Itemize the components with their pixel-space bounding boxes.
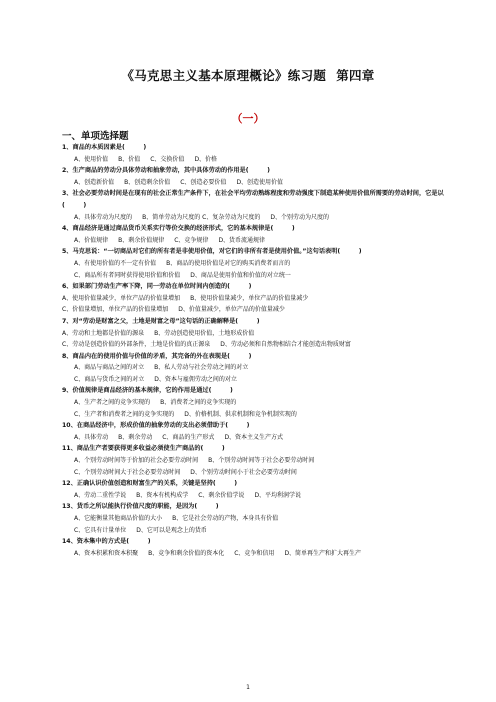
question-1: 1、商品的本质因素是( ) (62, 144, 147, 151)
option: C、创造必要价值 (180, 178, 227, 186)
option: C、劳动是创造价值的外部条件，土地是价值的真正源泉 (62, 341, 211, 349)
options-13a (62, 513, 454, 525)
document-title (0, 66, 496, 84)
question-8: 8、商品内在的使用价值与价值的矛盾，其完备的外在表现是( ) (62, 352, 252, 360)
option: C、剩余价值学说 (198, 491, 245, 499)
option: C、商品与货币之间的对立 (74, 375, 145, 383)
options-8b (62, 374, 454, 386)
question-12: 12、正确认识价值创造和财富生产的关系，关键是坚持( ) (62, 480, 238, 488)
option: B、它是社会劳动的产物，本身具有价值 (172, 515, 279, 522)
option: D、简单再生产和扩大再生产 (284, 549, 362, 557)
option: D、价格 (194, 155, 218, 163)
option: A、个别劳动时间等于价加的社会必要劳动时间 (74, 457, 199, 465)
option: A、创造新价值 (74, 178, 115, 186)
option: B、私人劳动与社会劳动之间的对立 (154, 364, 249, 372)
options-3 (62, 212, 454, 224)
option: A、资本积累和资本积聚 (74, 549, 139, 557)
option: A、商品与商品之间的对立 (74, 364, 145, 372)
options-9b (62, 409, 454, 421)
question-9: 9、价值规律是商品经济的基本规律，它的作用是通过( ) (62, 387, 233, 395)
option: B、价值 (118, 155, 141, 163)
question-6: 6、如果部门劳动生产率下降，同一劳动在单位时间内创造的( ) (62, 283, 252, 291)
option: D、资本与雇佣劳动之间的对立 (154, 375, 237, 383)
question-7: 7、对“劳动是财富之父，土地是财富之母”这句话的正确解释是( ) (62, 317, 260, 325)
options-11b (62, 467, 454, 479)
question-5: 5、马克思说：“一切商品对它们的所有者是非使用价值，对它们的非所有者是使用价值。”这句话表明( ) (62, 248, 362, 256)
option: B、消费者之间的竞争实现的 (160, 399, 237, 407)
options-2 (62, 177, 454, 189)
options-5a (62, 258, 454, 270)
option: C、价值量增加，单位产品的价值量增加 (62, 306, 169, 314)
options-13b (62, 525, 454, 537)
option: D、货币流通规律 (218, 236, 266, 244)
option: A、价值规律 (74, 236, 109, 244)
option: B、剩余劳动 (118, 433, 153, 441)
options-8a (62, 362, 454, 374)
options-1 (62, 154, 454, 166)
option: B、劳动创造使用价值，土地形成价值 (154, 329, 255, 337)
option: A、劳动和土地都是价值的源泉 (62, 329, 145, 337)
question-3: 3、社会必要劳动时间是在现有的社会正常生产条件下，在社会平均劳动熟练程度和劳动强度下制造某种使用价值所需要的劳动时间，它是以( ) (62, 190, 444, 209)
option: D、资本主义生产方式 (224, 433, 284, 441)
option: C、竞争和信用 (234, 549, 275, 557)
option: D、商品是使用价值和价值的对立统一 (190, 271, 291, 279)
option: C、商品的生产形式 (162, 433, 215, 441)
option: C、交换价值 (150, 155, 185, 163)
option: A、具体劳动 (74, 433, 109, 441)
option: D、创造使用价值 (236, 178, 284, 186)
options-14 (62, 548, 454, 560)
option: D、平均利润学说 (254, 491, 302, 499)
part-subtitle: （一） (231, 112, 265, 125)
options-5b (62, 270, 454, 282)
options-10 (62, 432, 454, 444)
page-number: 1 (246, 684, 250, 691)
section-heading: 一、单项选择题 (62, 131, 129, 142)
option: C、它具有计量单位 (74, 526, 127, 534)
question-2: 2、生产商品的劳动分具体劳动和抽象劳动，其中具体劳动的作用是( ) (62, 167, 270, 175)
question-11: 11、商品生产者要获得更多收益必须使生产商品的( ) (62, 445, 225, 453)
option: A、具体劳动为尺度的 (74, 213, 133, 221)
options-9a (62, 397, 454, 409)
option: B、剩余价值规律 (118, 236, 165, 244)
option: C、竞争规律 (174, 236, 209, 244)
option: B、使用价值量减少，单位产品的价值量减少 (190, 294, 309, 302)
option: A、使用价值 (74, 155, 109, 163)
question-13: 13、货币之所以能执行价值尺度的职能，是因为( ) (62, 503, 219, 511)
title-text: 《马克思主义基本原理概论》练习题 (121, 68, 327, 83)
options-12 (62, 490, 454, 502)
option: D、个别劳动时间小于社会必要劳动时间 (190, 468, 297, 476)
options-7a (62, 328, 454, 340)
option: A、生产者之间的竞争实现的 (74, 399, 151, 407)
question-list (62, 142, 454, 559)
option: D、个别劳动为尺度的 (270, 213, 329, 221)
option: A、它能衡量其他商品价值的大小 (74, 515, 163, 522)
option: A、使用价值量减少，单位产品的价值量增加 (62, 294, 181, 302)
option: A、有使用价值的不一定有价值 (74, 259, 157, 267)
option: D、它可以是观念上的货币 (136, 526, 207, 534)
option: D、劳动必须和自然物相结合才能创造出物质财富 (220, 341, 351, 349)
option: C、生产者和消费者之间的竞争实现的 (74, 410, 175, 418)
option: B、个别劳动时间等于社会必要劳动时间 (208, 457, 315, 465)
options-6a (62, 293, 454, 305)
question-10: 10、在商品经济中，形成价值的抽象劳动的支出必须借助于( ) (62, 422, 250, 430)
option: B、创造剩余价值 (124, 178, 171, 186)
option: B、资本有机构成学 (136, 491, 189, 499)
option: B、竞争和剩余价值的资本化 (148, 549, 225, 557)
option: B、简单劳动为尺度的 C、复杂劳动为尺度的 (142, 213, 261, 221)
options-11a (62, 455, 454, 467)
options-6b (62, 304, 454, 316)
options-7b (62, 339, 454, 351)
option: C、个别劳动时间大于社会必要劳动时间 (74, 468, 181, 476)
option: A、劳动二重性学说 (74, 491, 127, 499)
option: B、商品的使用价值是对它的购买消费者而言的 (166, 259, 291, 267)
chapter-label: 第四章 (336, 68, 375, 83)
question-4: 4、商品经济是通过商品货币关系实行等价交换的经济形式，它的基本规律是( ) (62, 225, 295, 233)
option: C、商品所有者同时获得使用价值和价值 (74, 271, 181, 279)
question-14: 14、资本集中的方式是( ) (62, 538, 151, 546)
options-4 (62, 235, 454, 247)
option: D、价值量减少，单位产品的价值量减少 (178, 306, 285, 314)
option: D、价格机制、供求机制和竞争机制实现的 (184, 410, 297, 418)
